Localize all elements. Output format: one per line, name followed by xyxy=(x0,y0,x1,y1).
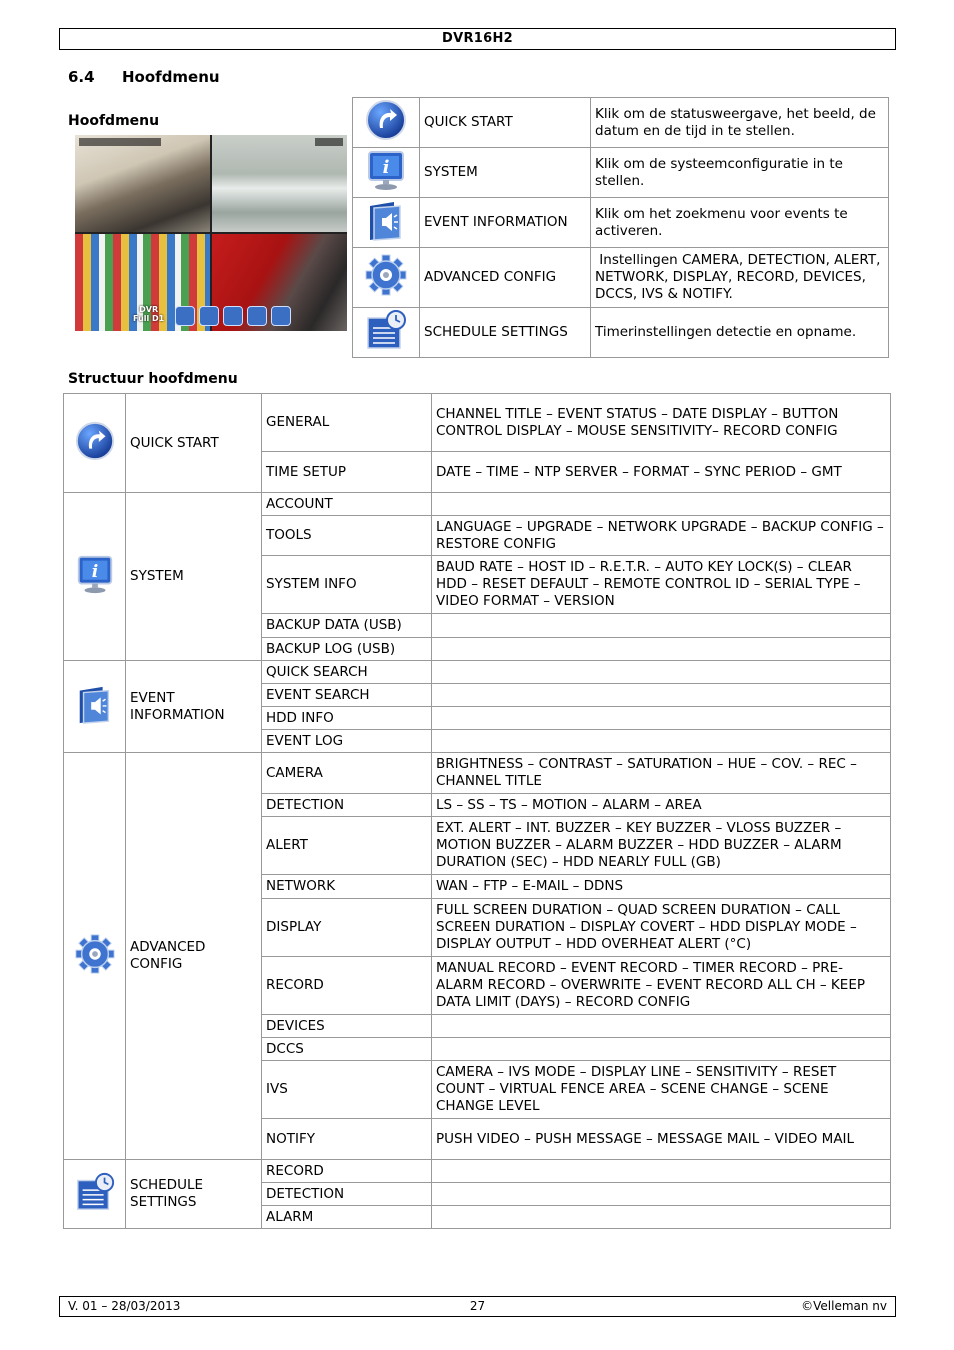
structure-detail xyxy=(432,1206,891,1229)
structure-group-name: SYSTEM xyxy=(126,493,262,661)
toolbar-schedule-icon xyxy=(271,306,291,326)
structure-detail: CHANNEL TITLE – EVENT STATUS – DATE DISPLAY – BUTTON CONTROL DISPLAY – MOUSE SENSITIVITY– RECORD CONFIG xyxy=(432,394,891,452)
main-menu-item-description: Timerinstellingen detectie en opname. xyxy=(591,308,889,358)
schedule-settings-icon xyxy=(353,308,420,358)
main-menu-item-name: ADVANCED CONFIG xyxy=(420,248,591,308)
structure-detail xyxy=(432,730,891,753)
structure-detail xyxy=(432,493,891,516)
system-icon xyxy=(353,148,420,198)
structure-submenu: DETECTION xyxy=(262,794,432,817)
toolbar-advanced-icon xyxy=(247,306,267,326)
footer-copyright: ©Velleman nv xyxy=(801,1299,887,1313)
main-menu-item-name: QUICK START xyxy=(420,98,591,148)
structure-submenu: NETWORK xyxy=(262,875,432,899)
structure-submenu: DCCS xyxy=(262,1038,432,1061)
section-title: Hoofdmenu xyxy=(122,68,220,86)
structure-submenu: ALARM xyxy=(262,1206,432,1229)
section-number: 6.4 xyxy=(68,68,95,86)
main-menu-item-name: SYSTEM xyxy=(420,148,591,198)
osd-clock xyxy=(315,138,343,146)
structure-submenu: IVS xyxy=(262,1061,432,1119)
event-information-icon xyxy=(64,661,126,753)
structure-submenu: RECORD xyxy=(262,957,432,1015)
quick-start-icon xyxy=(353,98,420,148)
structure-submenu: DETECTION xyxy=(262,1183,432,1206)
toolbar-quick-start-icon xyxy=(175,306,195,326)
main-menu-row xyxy=(353,308,889,358)
structure-submenu: TOOLS xyxy=(262,516,432,556)
structure-detail: DATE – TIME – NTP SERVER – FORMAT – SYNC PERIOD – GMT xyxy=(432,452,891,493)
menu-toolbar xyxy=(175,306,291,328)
dvr-screenshot xyxy=(75,135,347,331)
structure-submenu: GENERAL xyxy=(262,394,432,452)
structure-row xyxy=(64,493,891,516)
section-heading xyxy=(68,68,220,86)
structure-row xyxy=(64,661,891,684)
structure-detail xyxy=(432,1038,891,1061)
camera-view-2 xyxy=(212,135,347,232)
structure-detail: BAUD RATE – HOST ID – R.E.T.R. – AUTO KEY LOCK(S) – CLEAR HDD – RESET DEFAULT – REMOTE CONTROL ID – SERIAL TYPE – VIDEO FORMAT – VERSION xyxy=(432,556,891,614)
structure-submenu: CAMERA xyxy=(262,753,432,794)
structure-submenu: HDD INFO xyxy=(262,707,432,730)
event-information-icon xyxy=(353,198,420,248)
structure-group-name: EVENT INFORMATION xyxy=(126,661,262,753)
advanced-config-icon xyxy=(64,753,126,1160)
main-menu-row xyxy=(353,198,889,248)
structure-submenu: QUICK SEARCH xyxy=(262,661,432,684)
main-menu-item-description: Klik om de statusweergave, het beeld, de datum en de tijd in te stellen. xyxy=(591,98,889,148)
main-menu-row xyxy=(353,98,889,148)
main-menu-item-name: SCHEDULE SETTINGS xyxy=(420,308,591,358)
main-menu-row xyxy=(353,248,889,308)
structure-submenu: BACKUP LOG (USB) xyxy=(262,638,432,661)
advanced-config-icon xyxy=(353,248,420,308)
main-menu-table xyxy=(352,97,889,358)
page-footer xyxy=(59,1296,896,1317)
osd-status-bar xyxy=(79,138,161,146)
structure-detail: PUSH VIDEO – PUSH MESSAGE – MESSAGE MAIL – VIDEO MAIL xyxy=(432,1119,891,1160)
structure-detail xyxy=(432,638,891,661)
structure-submenu: EVENT LOG xyxy=(262,730,432,753)
structure-submenu: DISPLAY xyxy=(262,899,432,957)
structure-group-name: SCHEDULE SETTINGS xyxy=(126,1160,262,1229)
system-icon xyxy=(64,493,126,661)
structure-submenu: NOTIFY xyxy=(262,1119,432,1160)
footer-version: V. 01 – 28/03/2013 xyxy=(68,1299,181,1313)
structure-detail xyxy=(432,1015,891,1038)
main-menu-item-description: Klik om de systeemconfiguratie in te stellen. xyxy=(591,148,889,198)
dvr-logo: DVR Full D1 xyxy=(133,305,165,323)
main-menu-item-description: Klik om het zoekmenu voor events te activeren. xyxy=(591,198,889,248)
main-menu-item-name: EVENT INFORMATION xyxy=(420,198,591,248)
quick-start-icon xyxy=(64,394,126,493)
page-header: DVR16H2 xyxy=(59,28,896,50)
structure-detail xyxy=(432,684,891,707)
structure-detail: EXT. ALERT – INT. BUZZER – KEY BUZZER – VLOSS BUZZER – MOTION BUZZER – ALARM BUZZER – HDD BUZZER – ALARM DURATION (SEC) – HDD NEARLY FULL (GB) xyxy=(432,817,891,875)
structure-detail xyxy=(432,1160,891,1183)
structure-submenu: ALERT xyxy=(262,817,432,875)
footer-page-number: 27 xyxy=(469,1299,486,1313)
svg-text:i: i xyxy=(382,157,390,178)
structure-group-name: ADVANCED CONFIG xyxy=(126,753,262,1160)
structure-detail xyxy=(432,1183,891,1206)
structure-detail: MANUAL RECORD – EVENT RECORD – TIMER RECORD – PRE-ALARM RECORD – OVERWRITE – EVENT RECORD ALL CH – KEEP DATA LIMIT (DAYS) – RECORD CONFIG xyxy=(432,957,891,1015)
structure-table xyxy=(63,393,891,1229)
structure-detail: LANGUAGE – UPGRADE – NETWORK UPGRADE – BACKUP CONFIG – RESTORE CONFIG xyxy=(432,516,891,556)
camera-view-1 xyxy=(75,135,210,232)
structure-submenu: DEVICES xyxy=(262,1015,432,1038)
main-menu-row xyxy=(353,148,889,198)
structure-detail xyxy=(432,661,891,684)
structure-detail: CAMERA – IVS MODE – DISPLAY LINE – SENSITIVITY – RESET COUNT – VIRTUAL FENCE AREA – SCENE CHANGE – SCENE CHANGE LEVEL xyxy=(432,1061,891,1119)
structure-submenu: TIME SETUP xyxy=(262,452,432,493)
structure-row xyxy=(64,753,891,794)
svg-text:i: i xyxy=(91,561,98,582)
main-menu-item-description: Instellingen CAMERA, DETECTION, ALERT, NETWORK, DISPLAY, RECORD, DEVICES, DCCS, IVS & NOTIFY. xyxy=(591,248,889,308)
structure-detail xyxy=(432,614,891,638)
structure-submenu: ACCOUNT xyxy=(262,493,432,516)
structure-detail xyxy=(432,707,891,730)
structure-submenu: EVENT SEARCH xyxy=(262,684,432,707)
structure-submenu: RECORD xyxy=(262,1160,432,1183)
screenshot-label: Hoofdmenu xyxy=(68,113,160,129)
structure-row xyxy=(64,1160,891,1183)
structure-detail: LS – SS – TS – MOTION – ALARM – AREA xyxy=(432,794,891,817)
toolbar-system-icon xyxy=(199,306,219,326)
toolbar-event-icon xyxy=(223,306,243,326)
structure-detail: FULL SCREEN DURATION – QUAD SCREEN DURATION – CALL SCREEN DURATION – DISPLAY COVERT – HDD DISPLAY MODE – DISPLAY OUTPUT – HDD OVERHEAT ALERT (°C) xyxy=(432,899,891,957)
structure-group-name: QUICK START xyxy=(126,394,262,493)
structure-detail: WAN – FTP – E-MAIL – DDNS xyxy=(432,875,891,899)
structure-row xyxy=(64,394,891,452)
structure-detail: BRIGHTNESS – CONTRAST – SATURATION – HUE – COV. – REC – CHANNEL TITLE xyxy=(432,753,891,794)
structure-label: Structuur hoofdmenu xyxy=(68,371,238,387)
structure-submenu: SYSTEM INFO xyxy=(262,556,432,614)
schedule-settings-icon xyxy=(64,1160,126,1229)
structure-submenu: BACKUP DATA (USB) xyxy=(262,614,432,638)
